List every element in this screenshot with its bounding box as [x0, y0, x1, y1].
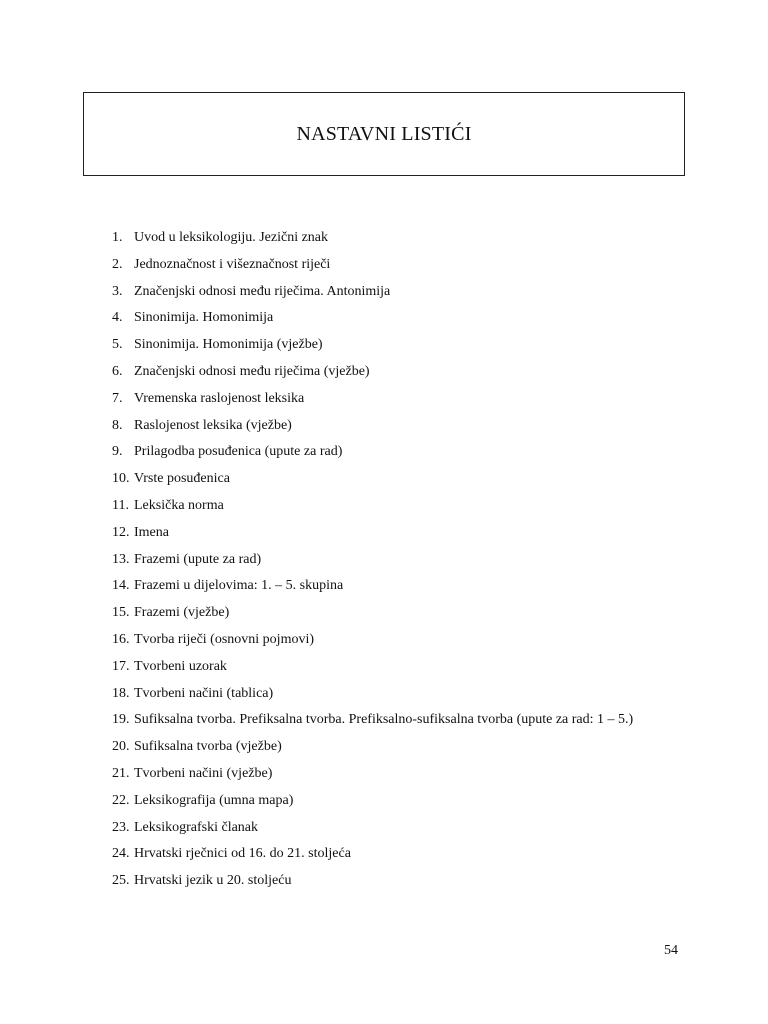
list-item-number: 8.	[112, 417, 123, 433]
list-item-number: 6.	[112, 363, 123, 379]
list-item	[112, 279, 712, 306]
list-item-text: Uvod u leksikologiju. Jezični znak	[134, 230, 329, 245]
list-item	[112, 466, 712, 493]
list-item-text: Jednoznačnost i višeznačnost riječi	[134, 256, 331, 272]
list-item	[112, 439, 712, 466]
list-item	[112, 681, 712, 708]
list-item-number: 15.	[112, 605, 130, 621]
list-item	[112, 493, 712, 520]
list-item-number: 14.	[112, 578, 130, 594]
list-item-text: Sufiksalna tvorba. Prefiksalna tvorba. Prefiksalno-sufiksalna tvorba (upute za rad: 1 – 5.)	[134, 712, 634, 728]
list-item-text: Tvorbeni načini (vježbe)	[134, 765, 273, 781]
list-item-number: 13.	[112, 551, 130, 567]
list-item-number: 25.	[112, 873, 130, 889]
page-title: NASTAVNI LISTIĆI	[296, 122, 472, 145]
list-item	[112, 654, 712, 681]
list-item-text: Tvorbeni načini (tablica)	[134, 685, 274, 701]
list-item-text: Frazemi (vježbe)	[134, 605, 230, 621]
list-item-text: Raslojenost leksika (vježbe)	[134, 417, 292, 433]
list-item	[112, 761, 712, 788]
list-item-text: Značenjski odnosi među riječima. Antonimija	[134, 283, 391, 299]
list-item	[112, 627, 712, 654]
title-box	[83, 92, 685, 176]
list-item-number: 16.	[112, 631, 130, 647]
list-item-text: Hrvatski jezik u 20. stoljeću	[134, 873, 292, 889]
list-item-number: 12.	[112, 524, 130, 540]
list-item	[112, 520, 712, 547]
list-item-number: 23.	[112, 819, 130, 835]
list-item-text: Značenjski odnosi među riječima (vježbe)	[134, 363, 370, 379]
list-item-text: Sinonimija. Homonimija (vježbe)	[134, 337, 323, 353]
list-item	[112, 305, 712, 332]
list-item-number: 24.	[112, 846, 130, 862]
list-item	[112, 386, 712, 413]
list-item	[112, 252, 712, 279]
list-item-text: Leksička norma	[134, 497, 224, 513]
list-item-number: 10.	[112, 471, 130, 487]
list-item	[112, 868, 712, 895]
list-item-number: 7.	[112, 390, 123, 406]
list-item	[112, 707, 712, 734]
table-of-contents	[112, 225, 712, 895]
list-item-text: Frazemi u dijelovima: 1. – 5. skupina	[134, 578, 344, 594]
list-item-number: 9.	[112, 444, 123, 460]
list-item-number: 4.	[112, 310, 123, 326]
list-item-text: Frazemi (upute za rad)	[134, 551, 262, 567]
list-item-number: 19.	[112, 712, 130, 728]
list-item-number: 3.	[112, 283, 123, 299]
list-item-text: Vrste posuđenica	[134, 471, 230, 487]
list-item-number: 2.	[112, 256, 123, 272]
list-item	[112, 600, 712, 627]
list-item-number: 18.	[112, 685, 130, 701]
list-item-number: 5.	[112, 337, 123, 353]
list-item	[112, 332, 712, 359]
list-item-text: Leksikografija (umna mapa)	[134, 792, 294, 808]
list-item	[112, 734, 712, 761]
list-item	[112, 815, 712, 842]
list-item	[112, 413, 712, 440]
list-item-text: Sufiksalna tvorba (vježbe)	[134, 739, 282, 755]
list-item	[112, 547, 712, 574]
list-item-text: Hrvatski rječnici od 16. do 21. stoljeća	[134, 846, 351, 862]
list-item	[112, 841, 712, 868]
list-item-text: Leksikografski članak	[134, 819, 259, 835]
page-number: 54	[664, 943, 678, 958]
list-item-number: 11.	[112, 497, 129, 513]
list-item	[112, 573, 712, 600]
list-item-text: Tvorbeni uzorak	[134, 658, 227, 674]
list-item-text: Prilagodba posuđenica (upute za rad)	[134, 444, 343, 460]
list-item-number: 20.	[112, 739, 130, 755]
list-item-text: Tvorba riječi (osnovni pojmovi)	[134, 631, 315, 647]
list-item-number: 17.	[112, 658, 130, 674]
list-item-number: 21.	[112, 765, 130, 781]
list-item-text: Vremenska raslojenost leksika	[134, 390, 305, 406]
list-item-text: Imena	[134, 524, 169, 540]
list-item-text: Sinonimija. Homonimija	[134, 310, 274, 326]
list-item-number: 22.	[112, 792, 130, 808]
list-item-number: 1.	[112, 230, 123, 245]
list-item	[112, 225, 712, 252]
list-item	[112, 788, 712, 815]
list-item	[112, 359, 712, 386]
